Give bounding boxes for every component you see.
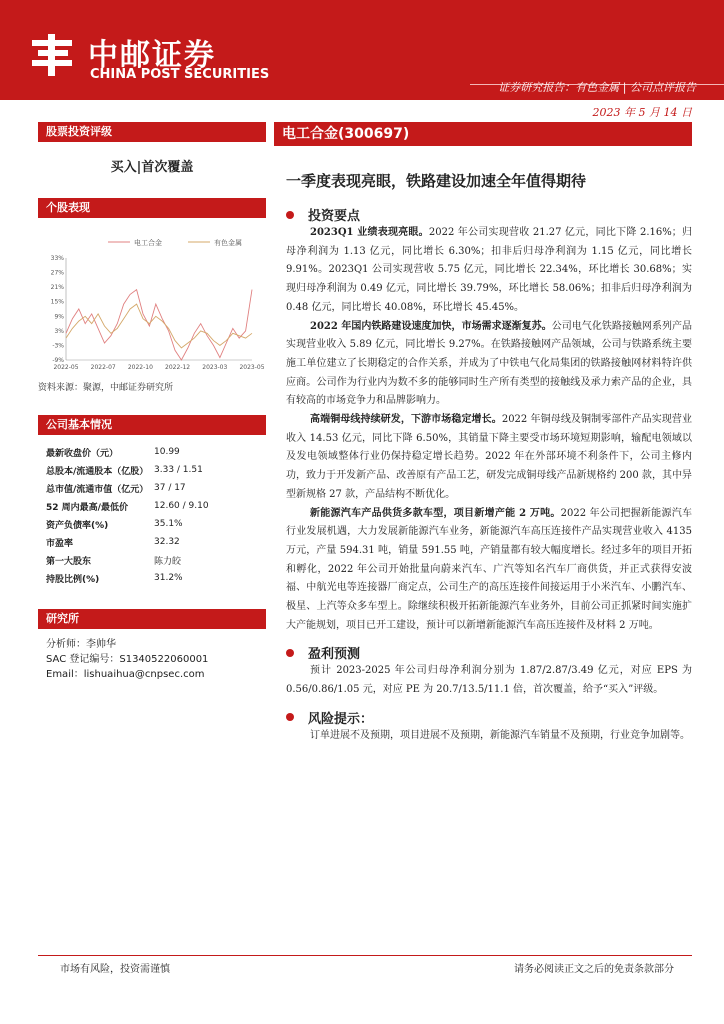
footer-disclaimer: 请务必阅读正文之后的免责条款部分	[514, 964, 674, 975]
x-tick-label: 2022-05	[53, 364, 79, 371]
x-tick-label: 2023-05	[239, 364, 265, 371]
paragraph-body: 2022 年公司实现营收 21.27 亿元，同比下降 2.16%；归母净利润为 1.13 亿元，同比增长 6.30%；扣非后归母净利润为 1.15 亿元，同比增长 9.91%。2023Q1 公司实现营收 5.75 亿元，同比增长 22.34%，环比增长 30.68%；实现归母净利润为 0.49 亿元，同比增长 39.79%，环比增长 58.06%；扣非后归母净利润为 0.48 亿元，同比增长 40.08%，环比增长 45.45%。	[286, 227, 693, 313]
analyst-email[interactable]: Email：lishuaihua@cnpsec.com	[46, 669, 205, 680]
info-value: 3.33 / 1.51	[154, 465, 203, 475]
info-row	[38, 569, 266, 587]
report-date: 2023 年 5 月 14 日	[592, 106, 692, 119]
stock-rating: 买入|首次覆盖	[110, 160, 194, 175]
brand-name-cn: 中邮证券	[88, 38, 216, 73]
info-row	[38, 443, 266, 461]
series-line	[66, 290, 252, 360]
performance-chart-svg	[38, 218, 266, 378]
info-value: 35.1%	[154, 519, 183, 529]
performance-heading: 个股表现	[38, 198, 266, 218]
company-title: 电工合金(300697)	[274, 122, 692, 146]
china-post-logo-icon	[28, 30, 76, 78]
company-info-table	[38, 443, 266, 587]
x-tick-label: 2022-07	[90, 364, 116, 371]
bullet-icon	[286, 713, 294, 721]
info-key: 市盈率	[46, 538, 74, 549]
main-content	[274, 122, 692, 746]
info-row	[38, 515, 266, 533]
x-tick-label: 2023-03	[202, 364, 228, 371]
bullet-icon	[286, 211, 294, 219]
info-key: 第一大股东	[46, 556, 92, 567]
bullet-icon	[286, 649, 294, 657]
legend-label: 有色金属	[214, 239, 242, 247]
footer-risk-note: 市场有风险，投资需谨慎	[60, 964, 170, 975]
y-tick-label: 27%	[50, 269, 64, 277]
section-risk	[274, 708, 692, 727]
info-row	[38, 461, 266, 479]
analyst-name: 分析师：李帅华	[46, 639, 116, 650]
info-key: 最新收盘价（元）	[46, 448, 119, 459]
info-row	[38, 497, 266, 515]
paragraph-q1-results	[274, 224, 692, 318]
paragraph-lead: 2022 年国内铁路建设速度加快，市场需求逐渐复苏。	[310, 320, 552, 332]
y-tick-label: 3%	[54, 327, 64, 335]
info-row	[38, 551, 266, 569]
info-key: 资产负债率(%)	[46, 520, 109, 531]
chart-source: 资料来源：聚源，中邮证券研究所	[38, 383, 174, 393]
x-tick-label: 2022-12	[165, 364, 191, 371]
info-key: 持股比例(%)	[46, 574, 100, 585]
paragraph-forecast: 预计 2023-2025 年公司归母净利润分别为 1.87/2.87/3.49 亿元，对应 EPS 为 0.56/0.86/1.05 元，对应 PE 为 20.7/13.5/11.1 倍，首次覆盖，给予“买入”评级。	[286, 665, 692, 696]
paragraph-railway	[274, 318, 692, 412]
paragraph-new-energy	[274, 505, 692, 636]
info-value: 32.32	[154, 537, 180, 547]
paragraph-body: 公司电气化铁路接触网系列产品实现营业收入 5.89 亿元，同比增长 9.27%。在铁路接触网产品领域，公司与铁路系统主要施工单位建立了长期稳定的合作关系，并成为了中铁电气化局集团的铁路接触网材料特许供应商。公司作为行业内为数不多的能够同时生产所有类型的接触线及承力索产品的企业，具有较高的市场竞争力和品牌影响力。	[286, 320, 692, 407]
info-key: 总市值/流通市值（亿元）	[46, 484, 149, 495]
report-type: 证券研究报告：有色金属 | 公司点评报告	[498, 81, 696, 94]
info-row	[38, 479, 266, 497]
company-info-heading: 公司基本情况	[38, 415, 266, 435]
paragraph-body: 2022 年公司把握新能源汽车行业发展机遇，大力发展新能源汽车业务，新能源汽车高压连接件产品实现营业收入 4135 万元，产量 594.31 吨，销量 591.55 吨，产销量都有较大幅度增长。经过多年的项目开拓和孵化，2022 年公司开始批量向蔚来汽车、广汽等知名汽车厂商供货，并正式获得安波福、中航光电等连接器厂商定点，公司生产的高压连接件间接运用于小米汽车、小鹏汽车、极星、上汽等众多车型上。除继续积极开拓新能源汽车业务外，目前公司正抓紧时间实施扩大产能规划，项目已开工建设，预计可以新增新能源汽车高压连接件及材料 2 万吨。	[286, 507, 692, 631]
info-row	[38, 533, 266, 551]
performance-chart	[38, 218, 266, 378]
info-key: 52 周内最高/最低价	[46, 502, 128, 513]
analyst-info	[38, 637, 266, 682]
paragraph-body: 2022 年铜母线及铜制零部件产品实现营业收入 14.53 亿元，同比下降 6.50%，其销量下降主要受市场环境短期影响，输配电领域以及发电领域整体行业仍保持稳定增长趋势。2022 年在外部环境不利条件下，公司主修内功，致力于开发新产品、改善原有产品工艺，研发完成铜母线产品新规格约 200 款，其中异型新规格 27 款，产品结构不断优化。	[286, 414, 692, 500]
report-header	[0, 0, 724, 100]
legend-label: 电工合金	[134, 239, 162, 247]
sac-number: SAC 登记编号：S1340522060001	[46, 654, 209, 665]
section-profit-forecast	[274, 643, 692, 662]
info-value: 37 / 17	[154, 483, 186, 493]
y-tick-label: 15%	[50, 298, 64, 306]
paragraph-lead: 2023Q1 业绩表现亮眼。	[310, 227, 429, 238]
y-tick-label: 21%	[50, 284, 64, 292]
info-key: 总股本/流通股本（亿股）	[46, 466, 149, 477]
x-tick-label: 2022-10	[127, 364, 153, 371]
info-value: 12.60 / 9.10	[154, 501, 209, 511]
section-title: 风险提示：	[308, 711, 374, 727]
paragraph-lead: 高端铜母线持续研发，下游市场稳定增长。	[310, 414, 502, 426]
section-title: 盈利预测	[308, 647, 361, 663]
paragraph-lead: 新能源汽车产品供货多款车型，项目新增产能 2 万吨。	[310, 507, 561, 519]
y-tick-label: -9%	[52, 357, 64, 364]
y-tick-label: -3%	[52, 342, 64, 350]
report-headline: 一季度表现亮眼，铁路建设加速全年值得期待	[286, 172, 587, 190]
y-tick-label: 33%	[50, 255, 64, 262]
paragraph-copper-busbar	[274, 411, 692, 505]
research-heading: 研究所	[38, 609, 266, 629]
brand-name-en: CHINA POST SECURITIES	[90, 67, 270, 82]
section-investment-points	[274, 205, 692, 224]
sidebar	[38, 122, 266, 682]
section-title: 投资要点	[308, 209, 361, 224]
info-value: 31.2%	[154, 573, 183, 583]
info-value: 陈力皎	[154, 556, 182, 567]
rating-heading: 股票投资评级	[38, 122, 266, 142]
info-value: 10.99	[154, 447, 180, 457]
footer-divider	[38, 955, 692, 956]
paragraph-risk: 订单进展不及预期，项目进展不及预期，新能源汽车销量不及预期，行业竞争加剧等。	[310, 729, 690, 741]
y-tick-label: 9%	[54, 313, 64, 321]
